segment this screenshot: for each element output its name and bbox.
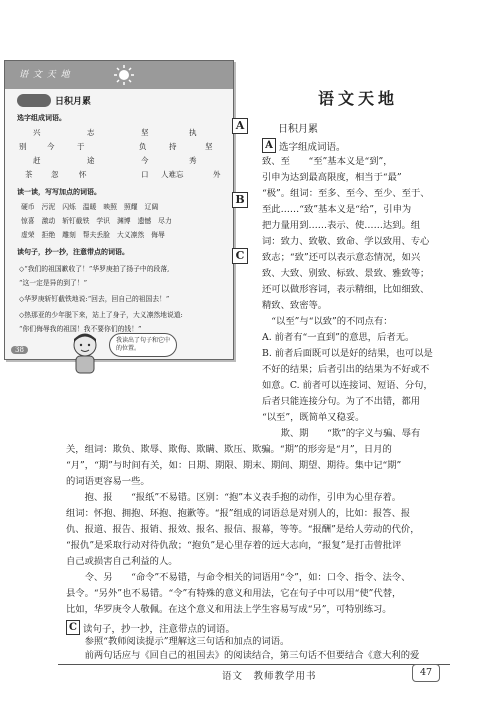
inset-word-list-2: [21, 215, 179, 225]
pinyin: 赶: [33, 156, 41, 165]
word: 硬币: [21, 203, 35, 211]
label-b: B: [232, 192, 248, 208]
section-title: 日积月累: [278, 124, 318, 135]
inset-sentence: ◇“我们的祖国歉收了！”华罗庚拍了扬子中的段落,: [19, 265, 170, 273]
text-line: 令、另 “命令”不易错，与命令相关的词语用“令”，如：口令、指令、法令、: [66, 572, 411, 583]
text-line: 如意。C. 前者可以连接词、短语、分句，: [262, 380, 433, 391]
inset-section-1: 选字组成词语。: [17, 113, 66, 122]
part-c-box: C: [66, 620, 80, 635]
blank-word: 口: [141, 170, 149, 179]
inset-header-title: 语 文 天 地: [19, 70, 71, 80]
word: 雕刻: [62, 231, 76, 239]
pinyin: 今: [141, 156, 149, 165]
textbook-page-image: [4, 60, 234, 360]
text-line: “极”。组词：至多、至今、至少、至于、: [262, 188, 430, 199]
pinyin: 秀: [189, 156, 197, 165]
text-line: 前两句话应与《回自己的祖国去》的阅读结合，第三句话不但要结合《意大利的爱: [66, 650, 420, 661]
blank-word: 外: [213, 170, 221, 179]
pinyin: 志: [87, 128, 95, 137]
word: 激动: [41, 217, 56, 225]
text-line: “以至”，既简单又稳妥。: [262, 412, 365, 423]
inset-sentence: ◇华罗庚斩钉截铁地说:“回去，回自己的祖国去！”: [19, 295, 170, 303]
label-c: C: [232, 248, 248, 264]
word: 尽力: [158, 217, 172, 225]
sun-icon: [113, 64, 135, 86]
text-line: “报仇”是采取行动对待仇敌；“抱负”是心里存着的远大志向，“报复”是打击曾批评: [66, 540, 402, 551]
part-a-heading: 选字组成词语。: [279, 142, 346, 153]
inset-section-3: 读句子，抄一抄，注意带点的词语。: [17, 247, 129, 256]
text-line: 的词语更容易一些。: [66, 476, 150, 487]
part-a-box: A: [262, 138, 276, 153]
word: 照耀: [123, 203, 138, 211]
inset-word-list-3: [21, 229, 172, 239]
word: 惊喜: [21, 217, 35, 225]
text-line: 还可以做形容词，表示精细，比如细致、: [262, 284, 430, 295]
text-line: 至此……“致”基本义是“给”，引申为: [262, 204, 412, 215]
text-line: 参照“教师阅读提示”理解这三句话和加点的词语。: [66, 636, 290, 647]
word: 拒绝: [41, 231, 56, 239]
page-title: 语文天地: [318, 89, 399, 108]
pinyin: 坚: [141, 128, 149, 137]
inset-sentence: ◇热那亚的少年脱下来，站上了身子，大义凛然地说道:: [19, 311, 183, 319]
text-line: 组词：怀抱、拥抱、环抱、抱歉等。“报”组成的词语总是对别人的，比如：报答、报: [66, 508, 411, 519]
word: 虚荣: [21, 231, 35, 239]
blank-word: 人难忘: [161, 170, 184, 179]
text-line: 县令。“另外”也不易错。“令”有特殊的意义和用法，它在句子中可以用“使”代替，: [66, 588, 402, 599]
word: 辽阔: [144, 203, 159, 211]
word: 温暖: [82, 203, 97, 211]
text-line: 自己或损害自己利益的人。: [66, 556, 178, 567]
pinyin: 途: [87, 156, 95, 165]
blank-word: 怀: [79, 170, 87, 179]
blank-word: 负: [139, 142, 147, 151]
blank-word: 今: [47, 142, 55, 151]
text-line: 抱、报 “报纸”不易错。区别：“抱”本义表手抱的动作，引申为心里存着。: [66, 492, 402, 503]
text-line: 关，组词：欺负、欺辱、欺侮、欺瞒、欺压、欺骗。“期”的形旁是“月”，日月的: [66, 444, 392, 455]
blank-word: 茶: [25, 170, 33, 179]
text-line: “以至”与“以致”的不同点有：: [262, 316, 393, 327]
text-line: 致志；“致”还可以表示意态情况，如兴: [262, 252, 421, 263]
pinyin: 兴: [33, 128, 41, 137]
text-line: 致、大致、别致、标致、景致、雅致等；: [262, 268, 430, 279]
inset-sentence: “这一定是异的到了！”: [19, 279, 88, 287]
lesson-badge-icon: [17, 94, 51, 107]
inset-section-2: 读一读，写写加点的词语。: [17, 187, 101, 196]
text-line: 致、至 “至”基本义是“到”，: [262, 156, 393, 167]
text-line: 精致、致密等。: [262, 300, 328, 311]
text-line: 不好的结果；后者引出的结果为不好或不: [262, 364, 430, 375]
pinyin: 执: [189, 128, 197, 137]
text-line: 仇、报道、报告、报销、报效、报名、报信、报幕，等等。“报酬”是给人劳动的代价，: [66, 524, 420, 535]
footer-text: 语文 教师教学用书: [222, 671, 317, 682]
label-a: A: [232, 118, 248, 134]
text-line: 比如，华罗庚令人敬佩。在这个意义和用法上学生容易写成“另”，可特别练习。: [66, 604, 392, 615]
blank-word: 于: [77, 142, 85, 151]
text-line: 后者只能连接分句。为了不出错，都用: [262, 396, 421, 407]
word: 侮辱: [151, 231, 165, 239]
text-line: “月”，“期”与时间有关，如：日期、期限、期末、期间、期望、期待。集中记“期”: [66, 460, 402, 471]
word: 污泥: [41, 203, 56, 211]
text-line: 词：致力、致敬、致命、学以致用、专心: [262, 236, 430, 247]
blank-word: 坚: [205, 142, 213, 151]
page-number: 47: [412, 664, 440, 682]
text-line: 引申为达到最高限度，相当于“最”: [262, 172, 402, 183]
text-line: B. 前者后面既可以是好的结果，也可以是: [262, 348, 433, 359]
word: 斩钉截铁: [62, 217, 90, 225]
inset-sentence: “你们侮辱我的祖国！我不要你们的钱！”: [19, 325, 142, 333]
text-line: 把力量用到……表示、使……达到。组: [262, 220, 421, 231]
word: 大义凛然: [116, 231, 145, 239]
blank-word: 持: [169, 142, 177, 151]
word: 映照: [103, 203, 117, 211]
inset-word-list-1: [21, 201, 165, 211]
part-c-heading: 读句子，抄一抄，注意带点的词语。: [83, 624, 236, 635]
speech-bubble: 我读出了句子和它中的位置。: [109, 333, 177, 357]
word: 闪烁: [62, 203, 76, 211]
inset-lesson-title: 日积月累: [55, 97, 92, 107]
word: 遗憾: [137, 217, 152, 225]
footer-rule: [58, 664, 450, 665]
blank-word: 忽: [51, 170, 59, 179]
inset-page-number: 38: [11, 346, 28, 354]
child-illustration-icon: [65, 331, 105, 375]
text-line: A. 前者有“一直到”的意思，后者无。: [262, 332, 415, 343]
text-line: 欺、期 “欺”的字义与骗、辱有: [262, 428, 421, 439]
word: 渊博: [116, 217, 131, 225]
word: 帮夫丢脸: [82, 231, 110, 239]
blank-word: 别: [19, 142, 27, 151]
word: 学识: [96, 217, 110, 225]
